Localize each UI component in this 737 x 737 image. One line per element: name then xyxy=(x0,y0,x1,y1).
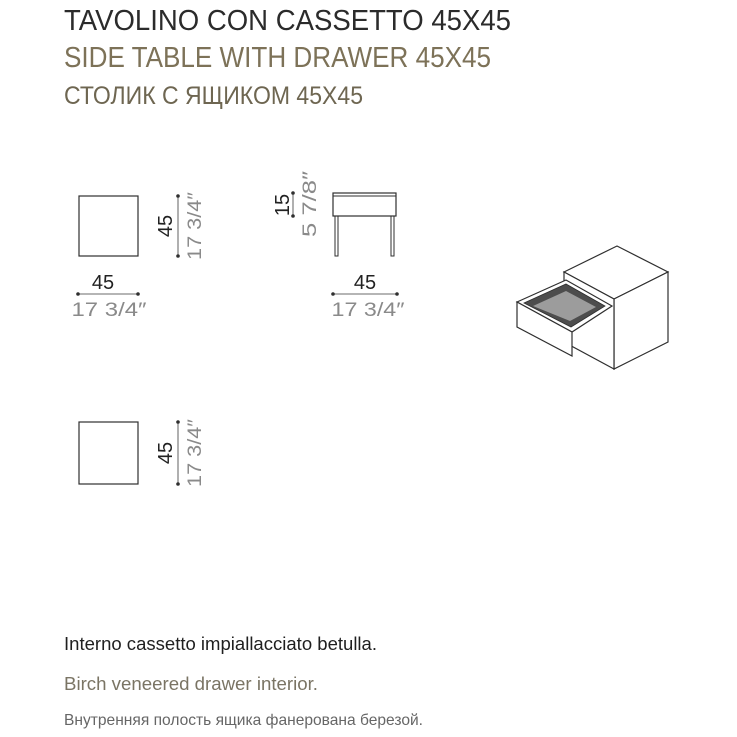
depth-cm-label: 45 xyxy=(155,214,177,238)
width-inch-label: 17 3/4″ xyxy=(71,300,147,321)
note-italian: Interno cassetto impiallacciato betulla. xyxy=(64,634,378,654)
lower-view xyxy=(79,419,206,487)
depth-inch-label: 17 3/4″ xyxy=(185,200,206,260)
lower-view-outline xyxy=(79,422,138,484)
depth-cm-label: 45 xyxy=(155,441,177,465)
front-view xyxy=(272,171,405,321)
title-italian: TAVOLINO CON CASSETTO 45X45 xyxy=(64,5,511,37)
perspective-drawing xyxy=(517,246,668,369)
depth-inch-label: 17 3/4″ xyxy=(185,427,206,487)
dimension-dot xyxy=(176,420,180,424)
drawer-height-cm-label: 15 xyxy=(272,193,294,217)
front-view-width-dimension xyxy=(331,272,405,321)
header xyxy=(64,5,511,110)
lower-view-depth-dimension xyxy=(155,419,206,487)
top-view-outline xyxy=(79,196,138,256)
title-russian: СТОЛИК С ЯЩИКОМ 45X45 xyxy=(64,82,363,110)
title-english: SIDE TABLE WITH DRAWER 45X45 xyxy=(64,42,491,74)
top-view xyxy=(72,192,207,321)
dimension-dot xyxy=(331,292,335,296)
drawer-height-inch-label: 5 7/8″ xyxy=(300,188,321,237)
dimension-dot xyxy=(176,482,180,486)
notes xyxy=(64,634,423,729)
left-leg xyxy=(335,216,338,256)
dimension-dot xyxy=(76,292,80,296)
dimension-dot xyxy=(176,254,180,258)
dimension-dot xyxy=(176,194,180,198)
dimension-dot xyxy=(136,292,140,296)
dimension-dot xyxy=(395,292,399,296)
top-view-width-dimension xyxy=(72,272,147,321)
right-leg xyxy=(391,216,394,256)
width-cm-label: 45 xyxy=(353,272,377,294)
top-view-depth-dimension xyxy=(155,192,206,260)
front-view-height-dimension xyxy=(272,171,321,237)
note-english: Birch veneered drawer interior. xyxy=(64,674,318,694)
width-inch-label: 17 3/4″ xyxy=(331,300,405,321)
note-russian: Внутренняя полость ящика фанерована березой. xyxy=(64,712,423,729)
width-cm-label: 45 xyxy=(91,272,115,294)
